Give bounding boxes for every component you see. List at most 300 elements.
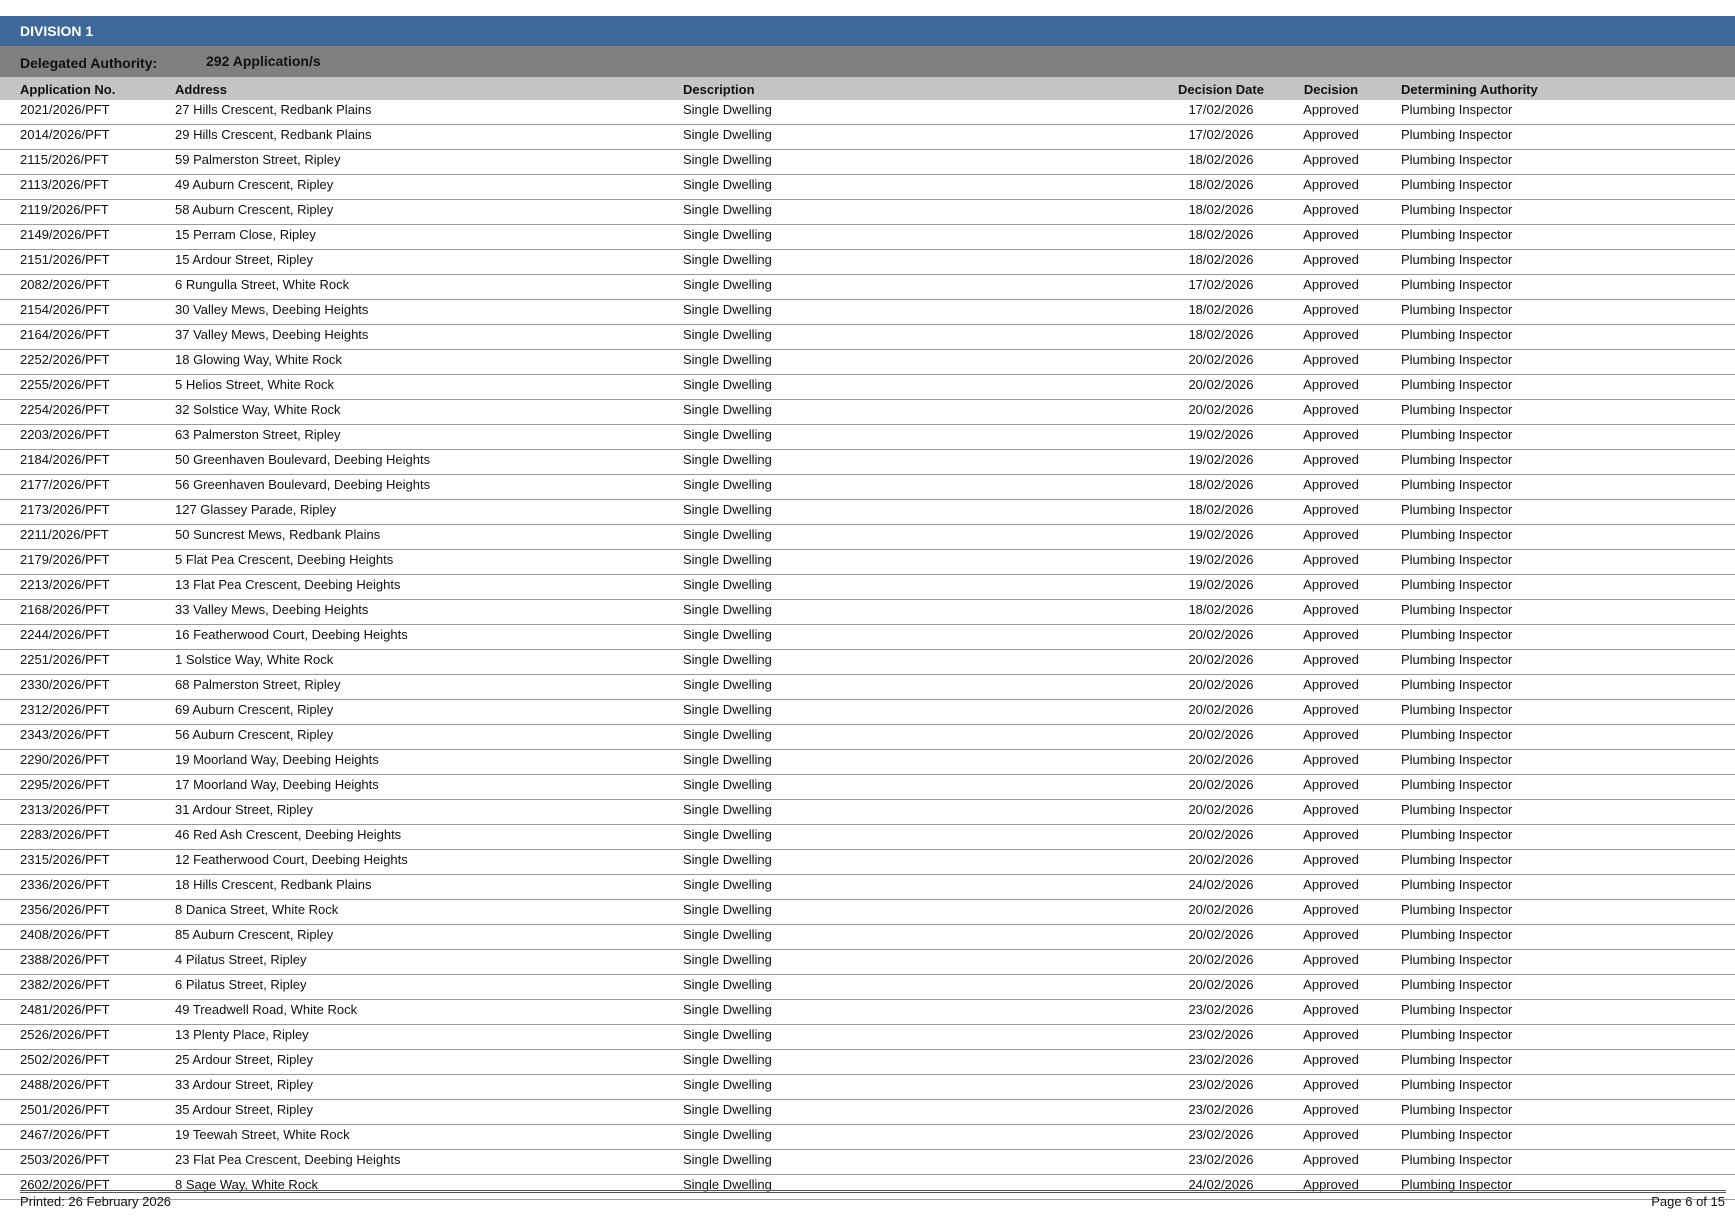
cell-decision: Approved [1303,677,1359,692]
cell-decision: Approved [1303,102,1359,117]
cell-decision: Approved [1303,1077,1359,1092]
footer-rule [20,1190,1726,1193]
cell-application-no: 2283/2026/PFT [20,827,110,842]
cell-decision-date: 20/02/2026 [1188,952,1254,967]
cell-determining-authority: Plumbing Inspector [1401,1027,1513,1042]
cell-application-no: 2343/2026/PFT [20,727,110,742]
cell-application-no: 2290/2026/PFT [20,752,110,767]
cell-determining-authority: Plumbing Inspector [1401,852,1513,867]
table-row [0,100,1735,125]
cell-decision-date: 20/02/2026 [1188,377,1254,392]
cell-application-no: 2251/2026/PFT [20,652,110,667]
cell-determining-authority: Plumbing Inspector [1401,502,1513,517]
table-row [0,1025,1735,1050]
cell-description: Single Dwelling [683,1177,772,1192]
cell-decision-date: 18/02/2026 [1188,477,1254,492]
cell-address: 6 Rungulla Street, White Rock [175,277,350,292]
table-row [0,300,1735,325]
cell-description: Single Dwelling [683,852,772,867]
cell-application-no: 2213/2026/PFT [20,577,110,592]
header-decision: Decision [1303,82,1359,97]
table-row [0,775,1735,800]
cell-address: 127 Glassey Parade, Ripley [175,502,337,517]
cell-decision-date: 24/02/2026 [1188,877,1254,892]
cell-description: Single Dwelling [683,777,772,792]
cell-application-no: 2082/2026/PFT [20,277,110,292]
cell-application-no: 2164/2026/PFT [20,327,110,342]
cell-determining-authority: Plumbing Inspector [1401,277,1513,292]
cell-address: 32 Solstice Way, White Rock [175,402,341,417]
cell-decision: Approved [1303,852,1359,867]
cell-decision-date: 23/02/2026 [1188,1002,1254,1017]
table-row [0,250,1735,275]
cell-decision-date: 19/02/2026 [1188,452,1254,467]
cell-determining-authority: Plumbing Inspector [1401,177,1513,192]
cell-decision: Approved [1303,452,1359,467]
cell-address: 4 Pilatus Street, Ripley [175,952,307,967]
cell-application-no: 2356/2026/PFT [20,902,110,917]
cell-application-no: 2526/2026/PFT [20,1027,110,1042]
table-row [0,800,1735,825]
cell-decision: Approved [1303,477,1359,492]
cell-address: 46 Red Ash Crescent, Deebing Heights [175,827,402,842]
cell-determining-authority: Plumbing Inspector [1401,602,1513,617]
cell-decision-date: 20/02/2026 [1188,827,1254,842]
cell-address: 59 Palmerston Street, Ripley [175,152,341,167]
cell-determining-authority: Plumbing Inspector [1401,127,1513,142]
cell-address: 16 Featherwood Court, Deebing Heights [175,627,408,642]
table-header [0,77,1735,100]
cell-decision: Approved [1303,277,1359,292]
table-row [0,600,1735,625]
cell-decision-date: 23/02/2026 [1188,1077,1254,1092]
cell-decision-date: 18/02/2026 [1188,152,1254,167]
cell-address: 15 Perram Close, Ripley [175,227,316,242]
cell-application-no: 2168/2026/PFT [20,602,110,617]
cell-application-no: 2154/2026/PFT [20,302,110,317]
cell-decision-date: 18/02/2026 [1188,202,1254,217]
cell-description: Single Dwelling [683,602,772,617]
cell-description: Single Dwelling [683,302,772,317]
table-row [0,1075,1735,1100]
cell-decision-date: 20/02/2026 [1188,727,1254,742]
cell-description: Single Dwelling [683,677,772,692]
cell-determining-authority: Plumbing Inspector [1401,102,1513,117]
cell-description: Single Dwelling [683,627,772,642]
cell-address: 69 Auburn Crescent, Ripley [175,702,334,717]
cell-description: Single Dwelling [683,277,772,292]
cell-determining-authority: Plumbing Inspector [1401,427,1513,442]
header-description: Description [683,82,755,97]
cell-application-no: 2481/2026/PFT [20,1002,110,1017]
cell-address: 49 Treadwell Road, White Rock [175,1002,358,1017]
header-address: Address [175,82,228,97]
cell-application-no: 2313/2026/PFT [20,802,110,817]
cell-application-no: 2203/2026/PFT [20,427,110,442]
cell-determining-authority: Plumbing Inspector [1401,152,1513,167]
cell-application-no: 2382/2026/PFT [20,977,110,992]
cell-decision: Approved [1303,502,1359,517]
cell-description: Single Dwelling [683,952,772,967]
cell-determining-authority: Plumbing Inspector [1401,652,1513,667]
cell-address: 13 Flat Pea Crescent, Deebing Heights [175,577,401,592]
table-row [0,975,1735,1000]
cell-address: 19 Moorland Way, Deebing Heights [175,752,379,767]
cell-decision-date: 18/02/2026 [1188,177,1254,192]
cell-decision: Approved [1303,1027,1359,1042]
cell-decision-date: 20/02/2026 [1188,352,1254,367]
table-row [0,475,1735,500]
cell-determining-authority: Plumbing Inspector [1401,252,1513,267]
cell-determining-authority: Plumbing Inspector [1401,1177,1513,1192]
cell-decision: Approved [1303,252,1359,267]
table-row [0,1000,1735,1025]
cell-description: Single Dwelling [683,152,772,167]
cell-decision: Approved [1303,202,1359,217]
table-row [0,900,1735,925]
cell-decision: Approved [1303,977,1359,992]
cell-determining-authority: Plumbing Inspector [1401,902,1513,917]
table-row [0,550,1735,575]
table-row [0,1150,1735,1175]
cell-description: Single Dwelling [683,102,772,117]
cell-application-no: 2488/2026/PFT [20,1077,110,1092]
report-page [0,16,1735,1200]
cell-description: Single Dwelling [683,352,772,367]
cell-description: Single Dwelling [683,652,772,667]
cell-decision: Approved [1303,1052,1359,1067]
cell-decision-date: 20/02/2026 [1188,977,1254,992]
cell-decision: Approved [1303,527,1359,542]
application-count: 292 Application/s [206,53,321,69]
cell-decision: Approved [1303,1177,1359,1192]
table-row [0,850,1735,875]
cell-application-no: 2119/2026/PFT [20,202,109,217]
cell-application-no: 2177/2026/PFT [20,477,110,492]
cell-decision-date: 18/02/2026 [1188,602,1254,617]
table-row [0,950,1735,975]
cell-determining-authority: Plumbing Inspector [1401,577,1513,592]
cell-address: 23 Flat Pea Crescent, Deebing Heights [175,1152,401,1167]
cell-decision: Approved [1303,1002,1359,1017]
cell-application-no: 2184/2026/PFT [20,452,110,467]
cell-decision-date: 18/02/2026 [1188,252,1254,267]
cell-application-no: 2467/2026/PFT [20,1127,110,1142]
cell-address: 18 Hills Crescent, Redbank Plains [175,877,372,892]
cell-description: Single Dwelling [683,402,772,417]
table-row [0,625,1735,650]
cell-address: 49 Auburn Crescent, Ripley [175,177,334,192]
table-row [0,125,1735,150]
table-row [0,650,1735,675]
cell-determining-authority: Plumbing Inspector [1401,827,1513,842]
cell-decision: Approved [1303,952,1359,967]
cell-decision-date: 17/02/2026 [1188,127,1254,142]
cell-description: Single Dwelling [683,377,772,392]
cell-description: Single Dwelling [683,477,772,492]
cell-determining-authority: Plumbing Inspector [1401,1002,1513,1017]
cell-decision-date: 20/02/2026 [1188,802,1254,817]
cell-description: Single Dwelling [683,1127,772,1142]
cell-decision-date: 17/02/2026 [1188,277,1254,292]
cell-decision: Approved [1303,402,1359,417]
table-row [0,275,1735,300]
cell-determining-authority: Plumbing Inspector [1401,952,1513,967]
authority-label: Delegated Authority: [20,55,158,71]
cell-determining-authority: Plumbing Inspector [1401,702,1513,717]
cell-determining-authority: Plumbing Inspector [1401,552,1513,567]
cell-decision: Approved [1303,1127,1359,1142]
table-row [0,425,1735,450]
cell-address: 56 Auburn Crescent, Ripley [175,727,334,742]
cell-description: Single Dwelling [683,977,772,992]
cell-address: 6 Pilatus Street, Ripley [175,977,307,992]
cell-application-no: 2151/2026/PFT [20,252,110,267]
cell-determining-authority: Plumbing Inspector [1401,727,1513,742]
table-row [0,725,1735,750]
cell-description: Single Dwelling [683,752,772,767]
table-row [0,1175,1735,1200]
cell-description: Single Dwelling [683,1027,772,1042]
table-row [0,500,1735,525]
cell-description: Single Dwelling [683,827,772,842]
cell-description: Single Dwelling [683,727,772,742]
cell-decision-date: 20/02/2026 [1188,677,1254,692]
cell-address: 18 Glowing Way, White Rock [175,352,342,367]
cell-decision: Approved [1303,177,1359,192]
cell-application-no: 2014/2026/PFT [20,127,110,142]
cell-address: 85 Auburn Crescent, Ripley [175,927,334,942]
cell-application-no: 2503/2026/PFT [20,1152,110,1167]
cell-determining-authority: Plumbing Inspector [1401,377,1513,392]
cell-application-no: 2602/2026/PFT [20,1177,110,1192]
division-title: DIVISION 1 [0,16,1735,46]
cell-decision-date: 20/02/2026 [1188,652,1254,667]
page-number: Page 6 of 15 [1651,1194,1725,1209]
table-row [0,400,1735,425]
cell-decision: Approved [1303,427,1359,442]
cell-determining-authority: Plumbing Inspector [1401,1152,1513,1167]
cell-decision: Approved [1303,727,1359,742]
cell-decision-date: 23/02/2026 [1188,1052,1254,1067]
cell-determining-authority: Plumbing Inspector [1401,1077,1513,1092]
cell-application-no: 2315/2026/PFT [20,852,110,867]
cell-address: 56 Greenhaven Boulevard, Deebing Heights [175,477,431,492]
cell-determining-authority: Plumbing Inspector [1401,1102,1513,1117]
authority-bar [0,46,1735,77]
table-row [0,150,1735,175]
cell-description: Single Dwelling [683,927,772,942]
cell-description: Single Dwelling [683,1102,772,1117]
cell-description: Single Dwelling [683,452,772,467]
cell-description: Single Dwelling [683,427,772,442]
cell-decision: Approved [1303,802,1359,817]
cell-decision: Approved [1303,327,1359,342]
cell-address: 15 Ardour Street, Ripley [175,252,314,267]
cell-determining-authority: Plumbing Inspector [1401,227,1513,242]
cell-description: Single Dwelling [683,1152,772,1167]
cell-address: 50 Suncrest Mews, Redbank Plains [175,527,381,542]
cell-description: Single Dwelling [683,702,772,717]
cell-application-no: 2149/2026/PFT [20,227,110,242]
cell-decision-date: 23/02/2026 [1188,1152,1254,1167]
cell-description: Single Dwelling [683,527,772,542]
cell-decision: Approved [1303,752,1359,767]
cell-description: Single Dwelling [683,1052,772,1067]
cell-application-no: 2255/2026/PFT [20,377,110,392]
cell-address: 8 Danica Street, White Rock [175,902,339,917]
header-application-no: Application No. [20,82,116,97]
table-row [0,825,1735,850]
cell-determining-authority: Plumbing Inspector [1401,802,1513,817]
cell-address: 5 Helios Street, White Rock [175,377,334,392]
cell-description: Single Dwelling [683,902,772,917]
cell-determining-authority: Plumbing Inspector [1401,477,1513,492]
table-row [0,225,1735,250]
cell-application-no: 2252/2026/PFT [20,352,110,367]
cell-address: 25 Ardour Street, Ripley [175,1052,314,1067]
cell-address: 27 Hills Crescent, Redbank Plains [175,102,372,117]
cell-determining-authority: Plumbing Inspector [1401,1127,1513,1142]
cell-address: 50 Greenhaven Boulevard, Deebing Heights [175,452,431,467]
cell-determining-authority: Plumbing Inspector [1401,752,1513,767]
cell-decision-date: 18/02/2026 [1188,302,1254,317]
cell-decision: Approved [1303,1102,1359,1117]
cell-description: Single Dwelling [683,502,772,517]
cell-decision: Approved [1303,352,1359,367]
table-row [0,200,1735,225]
cell-description: Single Dwelling [683,1002,772,1017]
cell-description: Single Dwelling [683,202,772,217]
cell-application-no: 2211/2026/PFT [20,527,109,542]
cell-decision-date: 20/02/2026 [1188,627,1254,642]
cell-description: Single Dwelling [683,877,772,892]
header-decision-date: Decision Date [1178,82,1264,97]
cell-address: 63 Palmerston Street, Ripley [175,427,341,442]
cell-description: Single Dwelling [683,177,772,192]
cell-decision: Approved [1303,302,1359,317]
cell-decision: Approved [1303,627,1359,642]
cell-decision-date: 23/02/2026 [1188,1127,1254,1142]
cell-decision: Approved [1303,877,1359,892]
cell-description: Single Dwelling [683,552,772,567]
table-row [0,175,1735,200]
table-row [0,1125,1735,1150]
cell-decision-date: 19/02/2026 [1188,577,1254,592]
cell-determining-authority: Plumbing Inspector [1401,452,1513,467]
table-row [0,325,1735,350]
table-row [0,450,1735,475]
cell-address: 29 Hills Crescent, Redbank Plains [175,127,372,142]
cell-decision-date: 20/02/2026 [1188,402,1254,417]
table-row [0,750,1735,775]
printed-date: Printed: 26 February 2026 [20,1194,172,1209]
cell-application-no: 2244/2026/PFT [20,627,110,642]
cell-decision: Approved [1303,777,1359,792]
table-row [0,675,1735,700]
cell-determining-authority: Plumbing Inspector [1401,527,1513,542]
cell-application-no: 2173/2026/PFT [20,502,110,517]
cell-decision: Approved [1303,552,1359,567]
cell-determining-authority: Plumbing Inspector [1401,677,1513,692]
cell-address: 1 Solstice Way, White Rock [175,652,334,667]
cell-decision-date: 24/02/2026 [1188,1177,1254,1192]
cell-address: 33 Ardour Street, Ripley [175,1077,314,1092]
cell-decision: Approved [1303,577,1359,592]
cell-address: 33 Valley Mews, Deebing Heights [175,602,369,617]
table-row [0,1050,1735,1075]
table-row [0,525,1735,550]
cell-application-no: 2115/2026/PFT [20,152,109,167]
table-row [0,575,1735,600]
cell-description: Single Dwelling [683,327,772,342]
cell-address: 31 Ardour Street, Ripley [175,802,314,817]
cell-application-no: 2408/2026/PFT [20,927,110,942]
cell-determining-authority: Plumbing Inspector [1401,352,1513,367]
cell-address: 58 Auburn Crescent, Ripley [175,202,334,217]
cell-description: Single Dwelling [683,802,772,817]
cell-application-no: 2502/2026/PFT [20,1052,110,1067]
cell-decision: Approved [1303,152,1359,167]
table-row [0,700,1735,725]
cell-decision: Approved [1303,827,1359,842]
cell-decision: Approved [1303,127,1359,142]
cell-decision: Approved [1303,602,1359,617]
cell-decision-date: 23/02/2026 [1188,1027,1254,1042]
cell-decision-date: 20/02/2026 [1188,752,1254,767]
header-determining-authority: Determining Authority [1401,82,1538,97]
cell-decision-date: 23/02/2026 [1188,1102,1254,1117]
cell-determining-authority: Plumbing Inspector [1401,927,1513,942]
cell-decision: Approved [1303,902,1359,917]
cell-application-no: 2330/2026/PFT [20,677,110,692]
cell-decision: Approved [1303,377,1359,392]
cell-decision-date: 18/02/2026 [1188,227,1254,242]
cell-description: Single Dwelling [683,252,772,267]
cell-decision-date: 17/02/2026 [1188,102,1254,117]
cell-address: 19 Teewah Street, White Rock [175,1127,350,1142]
cell-address: 37 Valley Mews, Deebing Heights [175,327,369,342]
cell-address: 8 Sage Way, White Rock [175,1177,319,1192]
table-body [0,100,1735,1200]
cell-description: Single Dwelling [683,577,772,592]
cell-decision-date: 18/02/2026 [1188,502,1254,517]
cell-decision-date: 20/02/2026 [1188,927,1254,942]
cell-address: 5 Flat Pea Crescent, Deebing Heights [175,552,394,567]
cell-address: 68 Palmerston Street, Ripley [175,677,341,692]
cell-decision-date: 19/02/2026 [1188,552,1254,567]
cell-description: Single Dwelling [683,127,772,142]
cell-address: 30 Valley Mews, Deebing Heights [175,302,369,317]
cell-decision-date: 20/02/2026 [1188,777,1254,792]
cell-decision: Approved [1303,1152,1359,1167]
cell-determining-authority: Plumbing Inspector [1401,877,1513,892]
cell-decision-date: 18/02/2026 [1188,327,1254,342]
table-row [0,350,1735,375]
cell-decision: Approved [1303,927,1359,942]
cell-description: Single Dwelling [683,1077,772,1092]
cell-application-no: 2336/2026/PFT [20,877,110,892]
cell-determining-authority: Plumbing Inspector [1401,202,1513,217]
cell-determining-authority: Plumbing Inspector [1401,627,1513,642]
table-row [0,875,1735,900]
cell-address: 17 Moorland Way, Deebing Heights [175,777,379,792]
cell-application-no: 2312/2026/PFT [20,702,110,717]
cell-application-no: 2254/2026/PFT [20,402,110,417]
cell-description: Single Dwelling [683,227,772,242]
cell-application-no: 2295/2026/PFT [20,777,110,792]
table-row [0,375,1735,400]
